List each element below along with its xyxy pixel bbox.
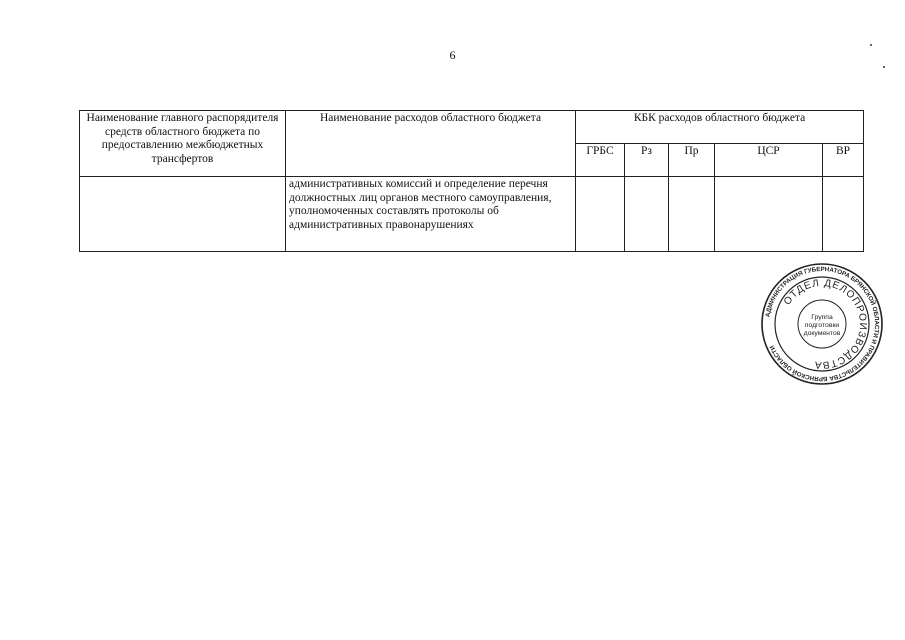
cell-csr <box>715 177 823 252</box>
header-expense: Наименование расходов областного бюджета <box>286 111 576 177</box>
header-row <box>80 111 864 144</box>
header-vr: ВР <box>823 144 864 177</box>
scan-speck <box>870 44 872 46</box>
stamp-center-line-2: подготовки <box>804 322 840 329</box>
cell-expense: административных комиссий и определение перечня должностных лиц органов местного самоуправления, уполномоченных составлять протоколы об административных правонарушениях <box>286 177 576 252</box>
page-number: 6 <box>449 48 456 62</box>
office-stamp-icon <box>760 262 884 386</box>
scan-speck <box>883 66 885 68</box>
cell-pr <box>669 177 715 252</box>
stamp-center-line-3: документов <box>803 330 841 337</box>
stamp-center-line-1: Группа <box>811 314 833 321</box>
stamp-inner-ring-text: ОТДЕЛ ДЕЛОПРОИЗВОДСТВА <box>781 277 869 371</box>
header-kbk: КБК расходов областного бюджета <box>576 111 864 144</box>
header-csr: ЦСР <box>715 144 823 177</box>
header-recipient: Наименование главного распорядителя средств областного бюджета по предоставлению межбюджетных трансфертов <box>80 111 286 177</box>
table-row <box>80 177 864 252</box>
cell-rz <box>625 177 669 252</box>
header-pr: Пр <box>669 144 715 177</box>
cell-grbs <box>576 177 625 252</box>
header-grbs: ГРБС <box>576 144 625 177</box>
budget-table <box>79 110 864 252</box>
cell-recipient <box>80 177 286 252</box>
stamp-outer-ring-text: АДМИНИСТРАЦИЯ ГУБЕРНАТОРА БРЯНСКОЙ ОБЛАСТИ И ПРАВИТЕЛЬСТВА БРЯНСКОЙ ОБЛАСТИ <box>764 265 881 383</box>
cell-vr <box>823 177 864 252</box>
header-rz: Рз <box>625 144 669 177</box>
